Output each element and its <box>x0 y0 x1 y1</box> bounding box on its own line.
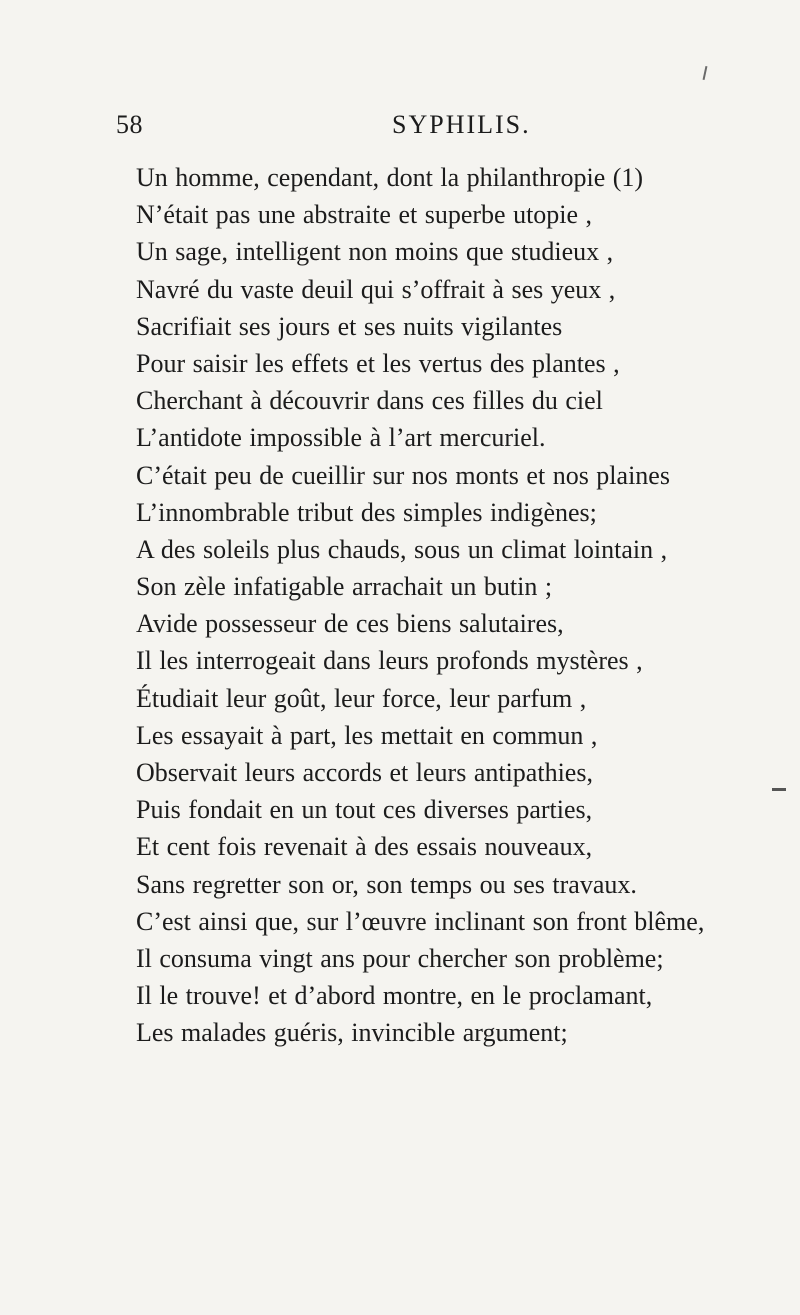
running-title: SYPHILIS. <box>392 110 531 139</box>
verse-line: A des soleils plus chauds, sous un climat lointain , <box>136 534 668 564</box>
verse-line: Il consuma vingt ans pour chercher son problème; <box>136 943 664 973</box>
margin-mark <box>772 788 786 791</box>
verse-line: N’était pas une abstraite et superbe utopie , <box>136 200 593 230</box>
verse-line: Son zèle infatigable arrachait un butin ; <box>136 572 553 602</box>
verse-line: C’est ainsi que, sur l’œuvre inclinant son front blême, <box>136 906 705 936</box>
verse-line: Il le trouve! et d’abord montre, en le proclamant, <box>136 981 653 1011</box>
verse-line: Navré du vaste deuil qui s’offrait à ses yeux , <box>136 274 616 304</box>
verse-line: Observait leurs accords et leurs antipathies, <box>136 758 593 787</box>
poem-text <box>136 159 776 1052</box>
verse-line: Avide possesseur de ces biens salutaires, <box>136 609 564 639</box>
verse-line: Un sage, intelligent non moins que studieux , <box>136 237 614 267</box>
verse-line: Il les interrogeait dans leurs profonds mystères , <box>136 646 643 676</box>
verse-line: L’antidote impossible à l’art mercuriel. <box>136 423 546 453</box>
verse-line: Sacrifiait ses jours et ses nuits vigilantes <box>136 311 563 341</box>
verse-line: Un homme, cependant, dont la philanthropie (1) <box>136 163 644 192</box>
verse-line: Puis fondait en un tout ces diverses parties, <box>136 795 593 825</box>
verse-line: Cherchant à découvrir dans ces filles du ciel <box>136 386 603 416</box>
verse-line: L’innombrable tribut des simples indigènes; <box>136 497 597 527</box>
ink-mark <box>703 66 708 80</box>
verse-line: Les malades guéris, invincible argument; <box>136 1018 568 1048</box>
page-number: 58 <box>116 110 143 139</box>
verse-line: Sans regretter son or, son temps ou ses travaux. <box>136 869 637 899</box>
verse-line: Pour saisir les effets et les vertus des plantes , <box>136 348 620 378</box>
verse-line: Et cent fois revenait à des essais nouveaux, <box>136 832 593 862</box>
verse-line: Étudiait leur goût, leur force, leur parfum , <box>136 683 587 713</box>
verse-line: C’était peu de cueillir sur nos monts et nos plaines <box>136 460 670 490</box>
page-header <box>0 104 800 144</box>
verse-line: Les essayait à part, les mettait en commun , <box>136 720 598 750</box>
